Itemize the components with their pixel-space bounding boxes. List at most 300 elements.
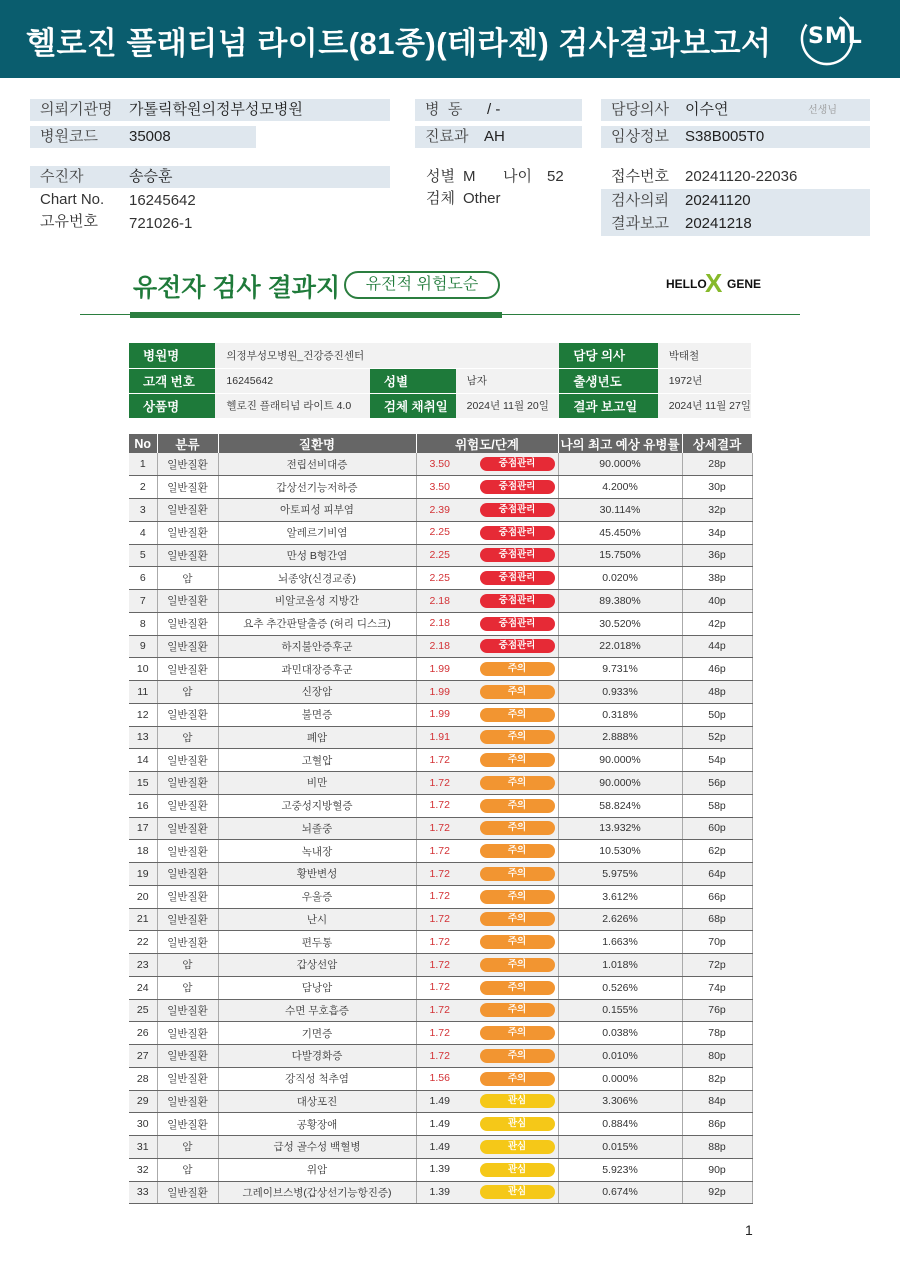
row-disease: 신장암 (218, 681, 416, 704)
request-value: 20241120 (685, 192, 751, 209)
row-no: 5 (129, 544, 157, 567)
doctor-label: 담당의사 (611, 101, 669, 118)
row-risk (416, 499, 558, 522)
table-row (129, 817, 752, 840)
row-detail-page: 88p (682, 1136, 752, 1159)
row-detail-page: 32p (682, 499, 752, 522)
row-no: 13 (129, 726, 157, 749)
row-detail-page: 92p (682, 1181, 752, 1204)
customer-sex-value: 남자 (456, 368, 560, 393)
row-prevalence: 2.888% (558, 726, 682, 749)
row-prevalence: 22.018% (558, 635, 682, 658)
specimen-value: Other (463, 190, 501, 207)
row-category: 암 (157, 681, 218, 704)
row-risk-score: 1.72 (429, 1049, 450, 1062)
row-category: 일반질환 (157, 840, 218, 863)
row-prevalence: 0.884% (558, 1113, 682, 1136)
row-risk-stage-badge: 중점관리 (480, 548, 555, 562)
row-risk-stage-badge: 주의 (480, 662, 555, 676)
row-disease: 갑상선암 (218, 954, 416, 977)
customer-row (129, 368, 751, 393)
table-row (129, 521, 752, 544)
row-prevalence: 45.450% (558, 521, 682, 544)
result-report-value: 2024년 11월 27일 (658, 393, 751, 418)
row-risk-stage-badge: 주의 (480, 1026, 555, 1040)
row-risk (416, 521, 558, 544)
report-banner (0, 0, 900, 78)
hospital-name-value: 의정부성모병원_건강증진센터 (215, 343, 559, 368)
table-row (129, 612, 752, 635)
section-badge: 유전적 위험도순 (344, 271, 500, 299)
row-detail-page: 78p (682, 1022, 752, 1045)
row-no: 6 (129, 567, 157, 590)
row-risk (416, 749, 558, 772)
row-risk-stage-badge: 주의 (480, 912, 555, 926)
row-risk (416, 772, 558, 795)
row-prevalence: 0.000% (558, 1067, 682, 1090)
row-detail-page: 42p (682, 612, 752, 635)
row-risk (416, 453, 558, 476)
row-risk (416, 999, 558, 1022)
brand-left: HELLO (666, 277, 707, 291)
row-risk-score: 2.18 (429, 640, 450, 653)
table-row (129, 908, 752, 931)
row-no: 16 (129, 794, 157, 817)
row-prevalence: 5.923% (558, 1158, 682, 1181)
results-table (129, 434, 753, 1204)
row-detail-page: 28p (682, 453, 752, 476)
row-category: 암 (157, 1158, 218, 1181)
row-no: 21 (129, 908, 157, 931)
row-risk (416, 817, 558, 840)
row-no: 2 (129, 476, 157, 499)
row-risk-score: 1.72 (429, 913, 450, 926)
table-row (129, 726, 752, 749)
row-prevalence: 2.626% (558, 908, 682, 931)
row-risk (416, 1181, 558, 1204)
row-prevalence: 30.114% (558, 499, 682, 522)
row-category: 일반질환 (157, 658, 218, 681)
row-risk-stage-badge: 주의 (480, 685, 555, 699)
row-prevalence: 89.380% (558, 590, 682, 613)
row-risk-score: 1.72 (429, 935, 450, 948)
patient-value: 송승훈 (129, 168, 173, 185)
department-label: 진료과 (425, 128, 469, 145)
row-detail-page: 82p (682, 1067, 752, 1090)
row-risk-stage-badge: 주의 (480, 730, 555, 744)
row-category: 일반질환 (157, 1022, 218, 1045)
col-header-disease: 질환명 (218, 434, 416, 453)
row-detail-page: 84p (682, 1090, 752, 1113)
row-no: 10 (129, 658, 157, 681)
row-risk-score: 2.25 (429, 571, 450, 584)
doctor-value: 이수연 (685, 101, 729, 118)
row-category: 일반질환 (157, 931, 218, 954)
row-disease: 우울증 (218, 885, 416, 908)
row-disease: 전립선비대증 (218, 453, 416, 476)
row-no: 30 (129, 1113, 157, 1136)
row-category: 일반질환 (157, 1113, 218, 1136)
row-detail-page: 52p (682, 726, 752, 749)
row-no: 14 (129, 749, 157, 772)
specimen-label: 검체 (426, 190, 455, 207)
row-disease: 불면증 (218, 703, 416, 726)
row-risk-stage-badge: 주의 (480, 1049, 555, 1063)
table-row (129, 544, 752, 567)
row-risk-score: 1.72 (429, 1026, 450, 1039)
ward-field (415, 99, 582, 121)
row-category: 일반질환 (157, 1090, 218, 1113)
row-prevalence: 0.155% (558, 999, 682, 1022)
row-category: 일반질환 (157, 1181, 218, 1204)
row-disease: 알레르기비염 (218, 521, 416, 544)
row-prevalence: 0.674% (558, 1181, 682, 1204)
row-prevalence: 1.663% (558, 931, 682, 954)
table-row (129, 1158, 752, 1181)
row-no: 15 (129, 772, 157, 795)
table-row (129, 794, 752, 817)
result-report-label: 결과 보고일 (559, 393, 657, 418)
col-header-no: No (129, 434, 157, 453)
hospital-code-field (30, 126, 256, 148)
table-row (129, 590, 752, 613)
customer-doctor-value: 박태철 (658, 343, 751, 368)
institution-value: 가톨릭학원의정부성모병원 (129, 101, 303, 118)
customer-no-label: 고객 번호 (129, 368, 215, 393)
customer-info-table (129, 343, 751, 419)
row-risk-stage-badge: 중점관리 (480, 526, 555, 540)
row-risk-stage-badge: 주의 (480, 799, 555, 813)
row-risk-stage-badge: 주의 (480, 821, 555, 835)
receipt-label: 접수번호 (611, 168, 669, 185)
row-no: 8 (129, 612, 157, 635)
row-risk (416, 476, 558, 499)
row-category: 일반질환 (157, 885, 218, 908)
row-risk (416, 1045, 558, 1068)
table-row (129, 840, 752, 863)
row-risk (416, 1022, 558, 1045)
row-disease: 강직성 척추염 (218, 1067, 416, 1090)
row-disease: 요추 추간판탈출증 (허리 디스크) (218, 612, 416, 635)
row-no: 33 (129, 1181, 157, 1204)
row-category: 암 (157, 726, 218, 749)
row-detail-page: 64p (682, 863, 752, 886)
col-header-prevalence: 나의 최고 예상 유병률 (558, 434, 682, 453)
row-risk-stage-badge: 관심 (480, 1117, 555, 1131)
col-header-risk: 위험도/단계 (416, 434, 558, 453)
row-disease: 담낭암 (218, 976, 416, 999)
row-prevalence: 90.000% (558, 772, 682, 795)
table-row (129, 453, 752, 476)
row-risk-score: 1.99 (429, 662, 450, 675)
brand-right: GENE (727, 277, 762, 291)
row-prevalence: 4.200% (558, 476, 682, 499)
row-disease: 급성 골수성 백혈병 (218, 1136, 416, 1159)
row-prevalence: 0.318% (558, 703, 682, 726)
row-category: 암 (157, 954, 218, 977)
table-row (129, 703, 752, 726)
row-prevalence: 1.018% (558, 954, 682, 977)
row-risk (416, 1113, 558, 1136)
customer-sex-label: 성별 (370, 368, 456, 393)
row-disease: 황반변성 (218, 863, 416, 886)
patient-label: 수진자 (40, 168, 84, 185)
row-category: 일반질환 (157, 817, 218, 840)
row-detail-page: 48p (682, 681, 752, 704)
brand-x-icon: X (705, 268, 723, 298)
row-prevalence: 0.038% (558, 1022, 682, 1045)
table-row (129, 1113, 752, 1136)
row-no: 4 (129, 521, 157, 544)
row-risk (416, 1158, 558, 1181)
row-detail-page: 36p (682, 544, 752, 567)
row-risk-score: 2.18 (429, 617, 450, 630)
row-risk-stage-badge: 주의 (480, 890, 555, 904)
row-prevalence: 0.933% (558, 681, 682, 704)
row-category: 일반질환 (157, 635, 218, 658)
row-risk-score: 2.18 (429, 594, 450, 607)
row-disease: 편두통 (218, 931, 416, 954)
row-detail-page: 60p (682, 817, 752, 840)
row-risk-stage-badge: 관심 (480, 1140, 555, 1154)
row-detail-page: 44p (682, 635, 752, 658)
row-category: 일반질환 (157, 476, 218, 499)
product-value: 헬로진 플래티넘 라이트 4.0 (215, 393, 369, 418)
row-no: 28 (129, 1067, 157, 1090)
row-category: 일반질환 (157, 703, 218, 726)
row-category: 일반질환 (157, 499, 218, 522)
row-detail-page: 86p (682, 1113, 752, 1136)
ward-value: / - (487, 101, 501, 118)
row-no: 11 (129, 681, 157, 704)
row-risk (416, 954, 558, 977)
row-prevalence: 3.612% (558, 885, 682, 908)
row-no: 3 (129, 499, 157, 522)
row-prevalence: 0.015% (558, 1136, 682, 1159)
row-detail-page: 90p (682, 1158, 752, 1181)
customer-doctor-label: 담당 의사 (559, 343, 657, 368)
col-header-category: 분류 (157, 434, 218, 453)
row-disease: 고혈압 (218, 749, 416, 772)
row-detail-page: 74p (682, 976, 752, 999)
row-category: 일반질환 (157, 612, 218, 635)
report-title: 헬로진 플래티넘 라이트(81종)(테라젠) 검사결과보고서 (26, 26, 772, 61)
row-detail-page: 66p (682, 885, 752, 908)
uid-label: 고유번호 (40, 213, 98, 230)
row-risk (416, 931, 558, 954)
row-disease: 난시 (218, 908, 416, 931)
row-disease: 비알코올성 지방간 (218, 590, 416, 613)
row-no: 27 (129, 1045, 157, 1068)
row-category: 일반질환 (157, 999, 218, 1022)
results-body (129, 453, 752, 1204)
row-no: 31 (129, 1136, 157, 1159)
row-category: 일반질환 (157, 1067, 218, 1090)
row-risk-score: 1.72 (429, 890, 450, 903)
row-risk-score: 1.72 (429, 958, 450, 971)
row-category: 일반질환 (157, 521, 218, 544)
row-detail-page: 54p (682, 749, 752, 772)
row-risk-score: 1.56 (429, 1072, 450, 1085)
row-detail-page: 76p (682, 999, 752, 1022)
row-disease: 공황장애 (218, 1113, 416, 1136)
row-detail-page: 40p (682, 590, 752, 613)
uid-value: 721026-1 (129, 215, 193, 232)
row-disease: 뇌졸중 (218, 817, 416, 840)
age-value: 52 (547, 168, 564, 185)
section-divider-accent (130, 312, 502, 318)
row-risk (416, 908, 558, 931)
report-label: 결과보고 (611, 215, 669, 232)
row-detail-page: 80p (682, 1045, 752, 1068)
clinical-value: S38B005T0 (685, 128, 765, 145)
row-no: 32 (129, 1158, 157, 1181)
birth-value: 1972년 (658, 368, 751, 393)
row-no: 26 (129, 1022, 157, 1045)
page-number: 1 (745, 1222, 753, 1238)
row-risk-score: 1.39 (429, 1186, 450, 1199)
row-no: 18 (129, 840, 157, 863)
row-risk-stage-badge: 관심 (480, 1185, 555, 1199)
sml-logo-text: SML (808, 24, 863, 49)
row-risk-score: 1.72 (429, 844, 450, 857)
row-risk (416, 794, 558, 817)
row-risk-stage-badge: 중점관리 (480, 571, 555, 585)
row-no: 17 (129, 817, 157, 840)
doctor-suffix: 선생님 (808, 105, 837, 116)
row-risk-stage-badge: 중점관리 (480, 457, 555, 471)
row-risk-stage-badge: 주의 (480, 708, 555, 722)
row-category: 일반질환 (157, 794, 218, 817)
ward-label: 병 동 (425, 101, 463, 118)
row-risk-stage-badge: 중점관리 (480, 480, 555, 494)
row-prevalence: 9.731% (558, 658, 682, 681)
row-prevalence: 90.000% (558, 453, 682, 476)
row-risk-stage-badge: 주의 (480, 776, 555, 790)
row-risk-stage-badge: 주의 (480, 935, 555, 949)
row-risk (416, 612, 558, 635)
row-disease: 고중성지방혈증 (218, 794, 416, 817)
table-row (129, 499, 752, 522)
row-detail-page: 56p (682, 772, 752, 795)
section-title: 유전자 검사 결과지 (133, 274, 341, 302)
doctor-field (601, 99, 870, 121)
row-prevalence: 10.530% (558, 840, 682, 863)
row-risk-stage-badge: 관심 (480, 1094, 555, 1108)
row-prevalence: 30.520% (558, 612, 682, 635)
customer-row (129, 343, 751, 368)
row-risk-stage-badge: 주의 (480, 1072, 555, 1086)
row-risk-score: 1.72 (429, 867, 450, 880)
table-row (129, 976, 752, 999)
table-row (129, 476, 752, 499)
row-risk-score: 2.39 (429, 503, 450, 516)
customer-row (129, 393, 751, 418)
row-prevalence: 15.750% (558, 544, 682, 567)
request-report-field (601, 189, 870, 236)
clinical-field (601, 126, 870, 148)
row-risk-score: 3.50 (429, 457, 450, 470)
hospital-name-label: 병원명 (129, 343, 215, 368)
row-detail-page: 46p (682, 658, 752, 681)
row-no: 29 (129, 1090, 157, 1113)
row-risk-stage-badge: 주의 (480, 981, 555, 995)
row-disease: 아토피성 피부염 (218, 499, 416, 522)
row-risk-score: 2.25 (429, 549, 450, 562)
row-detail-page: 62p (682, 840, 752, 863)
row-disease: 위암 (218, 1158, 416, 1181)
table-row (129, 999, 752, 1022)
row-category: 일반질환 (157, 453, 218, 476)
table-row (129, 1022, 752, 1045)
row-risk (416, 635, 558, 658)
row-disease: 대상포진 (218, 1090, 416, 1113)
row-risk-score: 1.72 (429, 799, 450, 812)
row-risk-stage-badge: 중점관리 (480, 617, 555, 631)
row-prevalence: 0.020% (558, 567, 682, 590)
chart-value: 16245642 (129, 192, 196, 209)
row-risk-score: 1.72 (429, 981, 450, 994)
department-field (415, 126, 582, 148)
row-risk-stage-badge: 주의 (480, 958, 555, 972)
table-row (129, 772, 752, 795)
row-category: 암 (157, 976, 218, 999)
row-risk-stage-badge: 주의 (480, 1003, 555, 1017)
row-risk (416, 703, 558, 726)
row-risk-stage-badge: 중점관리 (480, 639, 555, 653)
row-detail-page: 70p (682, 931, 752, 954)
row-detail-page: 58p (682, 794, 752, 817)
table-row (129, 1181, 752, 1204)
institution-field (30, 99, 390, 121)
row-risk (416, 885, 558, 908)
row-no: 9 (129, 635, 157, 658)
institution-label: 의뢰기관명 (40, 101, 113, 118)
row-risk (416, 840, 558, 863)
row-no: 20 (129, 885, 157, 908)
row-risk-score: 1.39 (429, 1163, 450, 1176)
row-risk-score: 1.72 (429, 1004, 450, 1017)
row-detail-page: 34p (682, 521, 752, 544)
row-no: 22 (129, 931, 157, 954)
department-value: AH (484, 128, 505, 145)
table-row (129, 567, 752, 590)
row-disease: 기면증 (218, 1022, 416, 1045)
clinical-label: 임상정보 (611, 128, 669, 145)
row-category: 일반질환 (157, 544, 218, 567)
table-row (129, 931, 752, 954)
row-disease: 다발경화증 (218, 1045, 416, 1068)
patient-field (30, 166, 390, 188)
row-disease: 갑상선기능저하증 (218, 476, 416, 499)
row-risk-stage-badge: 중점관리 (480, 594, 555, 608)
table-row (129, 1045, 752, 1068)
table-row (129, 681, 752, 704)
row-disease: 폐암 (218, 726, 416, 749)
row-detail-page: 50p (682, 703, 752, 726)
sex-value: M (463, 168, 476, 185)
collection-value: 2024년 11월 20일 (456, 393, 560, 418)
table-row (129, 1067, 752, 1090)
row-risk-stage-badge: 중점관리 (480, 503, 555, 517)
table-row (129, 749, 752, 772)
row-no: 19 (129, 863, 157, 886)
row-risk-score: 2.25 (429, 526, 450, 539)
row-risk-score: 1.49 (429, 1140, 450, 1153)
row-disease: 그레이브스병(갑상선기능항진증) (218, 1181, 416, 1204)
row-no: 12 (129, 703, 157, 726)
row-prevalence: 3.306% (558, 1090, 682, 1113)
